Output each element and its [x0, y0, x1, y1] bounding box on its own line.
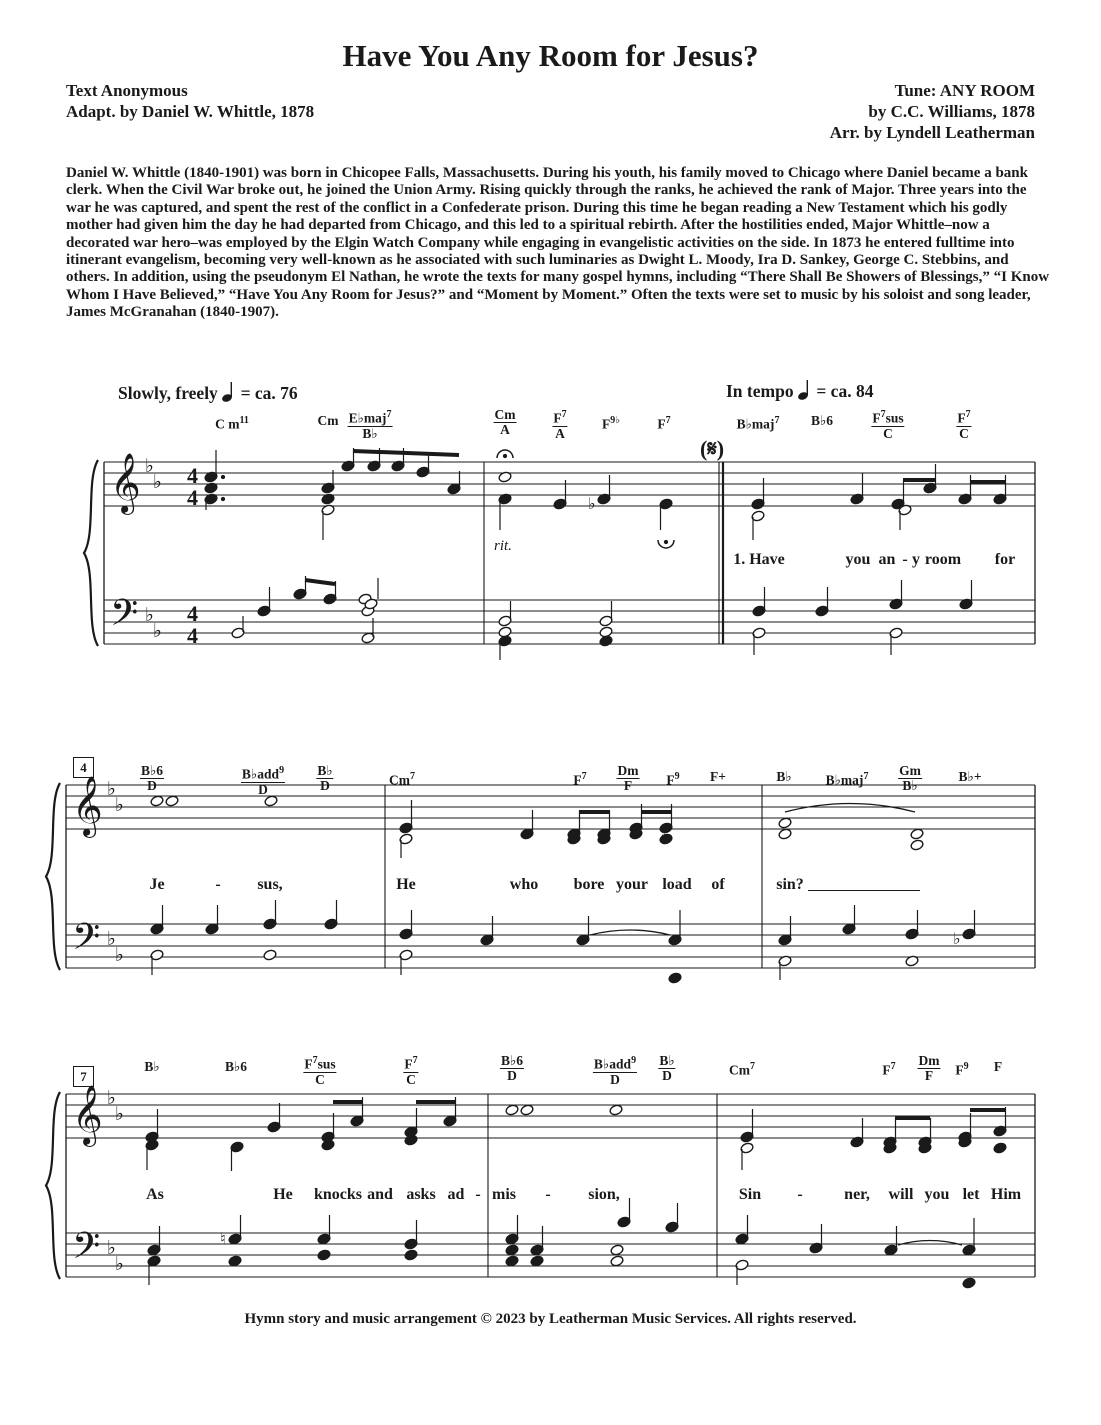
- chord-symbol: $\frac{B♭}{D}$: [317, 763, 333, 793]
- lyric-syllable: room: [924, 551, 962, 568]
- chord-symbol: B♭+: [958, 769, 982, 784]
- lyric-syllable: you: [845, 551, 871, 568]
- lyric-syllable: As: [146, 1186, 164, 1203]
- segno-sign: (𝄋): [700, 436, 725, 461]
- lyric-syllable: of: [711, 876, 725, 893]
- bass-clef-icon: 𝄢: [72, 916, 101, 967]
- lyric-syllable: Sin: [738, 1186, 762, 1203]
- tempo-value: = ca. 76: [240, 383, 298, 403]
- bass-clef-icon: 𝄢: [72, 1225, 101, 1276]
- tune-name-line: Tune: ANY ROOM: [894, 81, 1035, 100]
- chord-symbol: $\frac{Gm}{B♭}$: [899, 763, 921, 793]
- time-signature: 4: [187, 623, 198, 648]
- chord-symbol: Cm: [317, 413, 339, 428]
- flat-accidental-icon: ♭: [153, 471, 162, 493]
- grand-staff-brace: [46, 783, 60, 970]
- flat-accidental-icon: ♭: [115, 794, 124, 816]
- flat-accidental-icon: ♭: [115, 944, 124, 966]
- chord-symbol: $\frac{B♭add^9}{D}$: [241, 765, 285, 797]
- chord-symbol: $\frac{Dm}{F}$: [918, 1053, 940, 1083]
- lyric-syllable: you: [924, 1186, 950, 1203]
- chord-symbol: B♭: [776, 769, 792, 784]
- fermata-icon: [503, 454, 506, 457]
- lyric-syllable: -: [545, 1186, 551, 1203]
- chord-symbol: $\frac{F^7}{A}$: [553, 409, 567, 441]
- notehead: [505, 1244, 519, 1256]
- lyric-syllable: will: [888, 1186, 914, 1203]
- notehead: [404, 1249, 418, 1261]
- chord-symbol: $\frac{B♭6}{D}$: [140, 763, 164, 793]
- lyric-syllable: ad: [447, 1186, 465, 1203]
- lyric-syllable: He: [273, 1186, 293, 1203]
- chord-symbol: F+: [710, 769, 726, 784]
- treble-clef-icon: 𝄞: [72, 1085, 103, 1145]
- lyric-syllable: ner,: [844, 1186, 870, 1203]
- notehead: [165, 795, 179, 807]
- lyric-syllable: sion,: [588, 1186, 620, 1203]
- copyright-footer: Hymn story and music arrangement © 2023 by Leatherman Music Services. All rights reserved.: [244, 1311, 857, 1327]
- lyric-syllable: -: [215, 876, 221, 893]
- chord-symbol: $F^9$: [955, 1061, 969, 1078]
- lyric-syllable: He: [396, 876, 416, 893]
- notehead: [317, 1249, 331, 1261]
- fermata-icon: [664, 540, 667, 543]
- notehead: [505, 1104, 519, 1116]
- chord-symbol: Cm$^7$: [729, 1061, 755, 1078]
- notehead: [530, 1255, 544, 1267]
- arranger-line: Arr. by Lyndell Leatherman: [829, 123, 1035, 142]
- notehead: [962, 1277, 976, 1289]
- tempo-label: In tempo: [726, 381, 794, 401]
- treble-clef-icon: 𝄞: [110, 453, 141, 513]
- chord-symbol: $\frac{B♭6}{D}$: [500, 1053, 524, 1083]
- chord-symbol: $\frac{F^7}{C}$: [404, 1055, 418, 1087]
- notehead: [610, 1255, 624, 1267]
- lyric-syllable: bore: [573, 876, 605, 893]
- tempo-label: Slowly, freely: [118, 383, 218, 403]
- chord-symbol: B♭maj$^7$: [825, 771, 869, 788]
- lyric-syllable: knocks: [313, 1186, 363, 1203]
- notehead: [910, 839, 924, 851]
- flat-accidental-icon: ♭: [953, 929, 961, 948]
- natural-accidental-icon: ♮: [220, 1229, 226, 1248]
- flat-accidental-icon: ♭: [115, 1103, 124, 1125]
- lyric-syllable: Je: [149, 876, 165, 893]
- measure-number-4: 4: [73, 757, 94, 778]
- notehead: [610, 1244, 624, 1256]
- tie: [590, 930, 670, 935]
- time-signature: 4: [187, 485, 198, 510]
- notehead: [263, 949, 277, 961]
- notehead: [993, 1142, 1007, 1154]
- notehead: [505, 1255, 519, 1267]
- notehead: [520, 1104, 534, 1116]
- grand-staff-brace: [46, 1092, 60, 1279]
- chord-symbol: C $m^{11}$: [215, 415, 249, 432]
- lyric-syllable: an: [878, 551, 896, 568]
- hymn-title: Have You Any Room for Jesus?: [342, 38, 759, 73]
- time-signature: 4: [187, 601, 198, 626]
- flat-accidental-icon: ♭: [145, 604, 154, 626]
- chord-symbol: $\frac{B♭add^9}{D}$: [593, 1055, 637, 1087]
- chord-symbol: B♭maj$^7$: [736, 415, 780, 432]
- flat-accidental-icon: ♭: [588, 494, 596, 513]
- chord-symbol: $\frac{E♭maj^7}{B♭}$: [348, 409, 392, 441]
- lyric-syllable: 1. Have: [733, 551, 785, 568]
- flat-accidental-icon: ♭: [107, 1237, 116, 1259]
- dot: [221, 497, 224, 500]
- lyric-syllable: asks: [406, 1186, 436, 1203]
- flat-accidental-icon: ♭: [153, 620, 162, 642]
- notehead: [228, 1255, 242, 1267]
- notehead: [264, 795, 278, 807]
- chord-symbol: $F^{9♭}$: [602, 415, 620, 432]
- chord-symbol: $F^7$: [573, 771, 587, 788]
- bass-clef-icon: 𝄢: [110, 592, 139, 643]
- notehead: [609, 1104, 623, 1116]
- chord-symbol: $F^9$: [666, 771, 680, 788]
- lyric-syllable: -: [475, 1186, 481, 1203]
- flat-accidental-icon: ♭: [115, 1253, 124, 1275]
- chord-symbol: B♭: [144, 1059, 160, 1074]
- chord-symbol: $\frac{Cm}{A}$: [494, 407, 516, 437]
- notehead: [599, 635, 613, 647]
- note-beam: [305, 580, 335, 584]
- adaptation-credit-line: Adapt. by Daniel W. Whittle, 1878: [66, 102, 315, 121]
- lyric-syllable: and: [367, 1186, 393, 1203]
- lyric-syllable: mis: [492, 1186, 516, 1203]
- measure-number-7: 7: [73, 1066, 94, 1087]
- chord-symbol: B♭6: [810, 413, 834, 428]
- text-credit-line: Text Anonymous: [66, 81, 188, 100]
- flat-accidental-icon: ♭: [145, 455, 154, 477]
- lyric-syllable: for: [994, 551, 1016, 568]
- notehead: [778, 817, 792, 829]
- flat-accidental-icon: ♭: [107, 778, 116, 800]
- chord-symbol: Cm$^7$: [389, 771, 415, 788]
- treble-clef-icon: 𝄞: [72, 776, 103, 836]
- composer-line: by C.C. Williams, 1878: [868, 102, 1035, 121]
- lyric-syllable: sus,: [257, 876, 283, 893]
- notehead: [150, 795, 164, 807]
- chord-symbol: $\frac{F^7}{C}$: [957, 409, 971, 441]
- chord-symbol: $\frac{B♭}{D}$: [659, 1053, 675, 1083]
- flat-accidental-icon: ♭: [107, 928, 116, 950]
- lyric-syllable: y: [912, 551, 920, 568]
- grand-staff-brace: [84, 460, 98, 646]
- notehead: [910, 828, 924, 840]
- tempo-value: = ca. 84: [816, 381, 874, 401]
- lyric-syllable: let: [962, 1186, 980, 1203]
- time-signature: 4: [187, 463, 198, 488]
- note-beam: [353, 451, 459, 455]
- chord-symbol: F: [993, 1059, 1003, 1074]
- tie: [785, 804, 915, 813]
- hymn-story: Daniel W. Whittle (1840-1901) was born in Chicopee Falls, Massachusetts. During his youth, his family moved to Chicago where Daniel became a bank clerk. When the Civil War broke out, he joined the Union Army. Rising quickly through the ranks, he achieved the rank of Major. Three years into the war he was captured, and spent the rest of the conflict in a Confederate prison. During this time he began reading a New Testament which his godly mother had given him the day he had departed from Chicago, and this led to a spiritual rebirth. After the hostilities ended, Major Whittle–now a decorated war hero–was employed by the Elgin Watch Company while engaging in evangelistic activities on the side. In 1873 he entered fulltime into itinerant evangelism, becoming very well-known as he associated with such luminaries as Dwight L. Moody, Ira D. Sankey, George C. Stebbins, and others. In addition, using the pseudonym El Nathan, he wrote the texts for many gospel hymns, including “There Shall Be Showers of Blessings,” “I Know Whom I Have Believed,” “Have You Any Room for Jesus?” and “Moment by Moment.” Often the texts were set to music by his soloist and song leader, James McGranahan (1840-1907).: [66, 165, 1050, 321]
- dot: [221, 475, 224, 478]
- chord-symbol: $\frac{F^7sus}{C}$: [304, 1055, 336, 1087]
- flat-accidental-icon: ♭: [107, 1087, 116, 1109]
- chord-symbol: $\frac{F^7sus}{C}$: [872, 409, 904, 441]
- lyric-syllable: Him: [990, 1186, 1022, 1203]
- lyric-syllable: load: [662, 876, 692, 893]
- sharp-accidental-icon: ♯: [660, 831, 667, 847]
- lyric-syllable: -: [797, 1186, 803, 1203]
- notehead: [668, 972, 682, 984]
- chord-symbol: $F^7$: [657, 415, 671, 432]
- lyric-syllable: sin?: [776, 876, 804, 893]
- ritardando-marking: rit.: [494, 538, 512, 554]
- chord-symbol: $F^7$: [882, 1061, 896, 1078]
- notehead: [778, 828, 792, 840]
- chord-symbol: $\frac{Dm}{F}$: [617, 763, 639, 793]
- lyric-syllable: -: [902, 551, 908, 568]
- lyric-syllable: your: [616, 876, 648, 893]
- lyric-syllable: who: [509, 876, 539, 893]
- chord-symbol: B♭6: [224, 1059, 248, 1074]
